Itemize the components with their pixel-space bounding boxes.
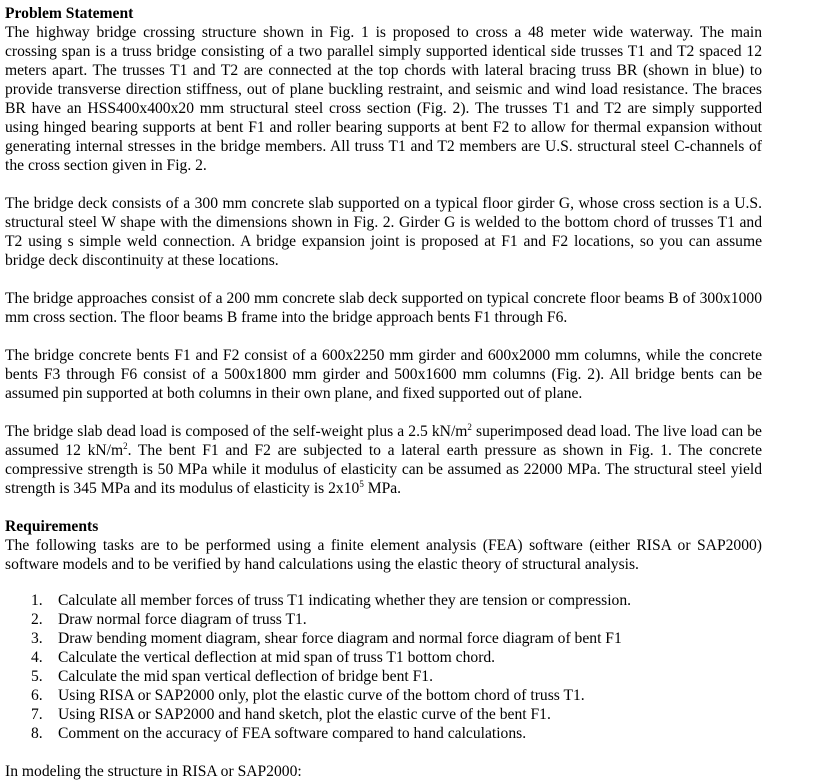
item-text: Using RISA or SAP2000 only, plot the elastic curve of the bottom chord of truss T1. bbox=[58, 687, 585, 704]
item-number: 7. bbox=[31, 706, 43, 723]
list-item bbox=[31, 667, 762, 686]
problem-statement-heading: Problem Statement bbox=[5, 5, 134, 22]
superscript: 2 bbox=[467, 422, 472, 432]
item-text: Draw normal force diagram of truss T1. bbox=[58, 611, 307, 628]
item-number: 5. bbox=[31, 668, 43, 685]
list-item bbox=[31, 610, 762, 629]
item-number: 2. bbox=[31, 611, 43, 628]
item-text: Comment on the accuracy of FEA software compared to hand calculations. bbox=[58, 725, 527, 742]
item-number: 1. bbox=[31, 592, 43, 609]
item-number: 8. bbox=[31, 725, 43, 742]
list-item bbox=[31, 648, 762, 667]
list-item bbox=[31, 591, 762, 610]
requirements-heading: Requirements bbox=[5, 518, 99, 535]
item-number: 3. bbox=[31, 630, 43, 647]
item-number: 6. bbox=[31, 687, 43, 704]
item-text: Calculate the vertical deflection at mid span of truss T1 bottom chord. bbox=[58, 649, 496, 666]
text: The bridge slab dead load is composed of the self-weight plus a 2.5 kN/m bbox=[5, 423, 468, 440]
requirements-intro: The following tasks are to be performed using a finite element analysis (FEA) software (either RISA or SAP2000) software models and to be verified by hand calculations using the elastic theory of structural analysis. bbox=[5, 537, 762, 573]
paragraph-deck: The bridge deck consists of a 300 mm concrete slab supported on a typical floor girder G, whose cross section is a U.S. structural steel W shape with the dimensions shown in Fig. 2. Girder G is welded to the bottom chord of trusses T1 and T2 using s simple weld connection. A bridge expansion joint is proposed at F1 and F2 locations, so you can assume bridge deck discontinuity at these locations. bbox=[5, 195, 762, 269]
text: MPa. bbox=[363, 480, 402, 497]
paragraph-truss: The highway bridge crossing structure shown in Fig. 1 is proposed to cross a 48 meter wide waterway. The main crossing span is a truss bridge consisting of a two parallel simply supported identical side trusses T1 and T2 spaced 12 meters apart. The trusses T1 and T2 are connected at the top chords with lateral bracing truss BR (shown in blue) to provide transverse direction stiffness, out of plane buckling restraint, and seismic and wind load resistance. The braces BR have an HSS400x400x20 mm structural steel cross section (Fig. 2). The trusses T1 and T2 are simply supported using hinged bearing supports at bent F1 and roller bearing supports at bent F2 to allow for thermal expansion without generating internal stresses in the bridge members. All truss T1 and T2 members are U.S. structural steel C-channels of the cross section given in Fig. 2. bbox=[5, 24, 762, 174]
item-text: Calculate all member forces of truss T1 indicating whether they are tension or compression. bbox=[58, 592, 632, 609]
superscript: 5 bbox=[359, 479, 364, 489]
item-text: Draw bending moment diagram, shear force diagram and normal force diagram of bent F1 bbox=[58, 630, 622, 647]
modeling-intro: In modeling the structure in RISA or SAP2000: bbox=[5, 763, 302, 780]
list-item bbox=[31, 724, 762, 743]
text: superimposed dead load. The live load can be assumed 12 kN/m bbox=[5, 423, 762, 459]
text: . The bent F1 and F2 are subjected to a lateral earth pressure as shown in Fig. 1. The concrete compressive strength is 50 MPa while it modulus of elasticity can be assumed as 22000 MPa. The structural steel yield strength is 345 MPa and its modulus of elasticity is 2x10 bbox=[5, 442, 762, 497]
list-item bbox=[31, 686, 762, 705]
document bbox=[5, 4, 762, 781]
list-item bbox=[31, 705, 762, 724]
item-text: Using RISA or SAP2000 and hand sketch, plot the elastic curve of the bent F1. bbox=[58, 706, 551, 723]
paragraph-bents: The bridge concrete bents F1 and F2 consist of a 600x2250 mm girder and 600x2000 mm columns, while the concrete bents F3 through F6 consist of a 500x1800 mm girder and 500x1600 mm columns (Fig. 2). All bridge bents can be assumed pin supported at both columns in their own plane, and fixed supported out of plane. bbox=[5, 347, 762, 402]
item-number: 4. bbox=[31, 649, 43, 666]
item-text: Calculate the mid span vertical deflection of bridge bent F1. bbox=[58, 668, 433, 685]
requirements-list bbox=[5, 591, 762, 743]
list-item bbox=[31, 629, 762, 648]
paragraph-approaches: The bridge approaches consist of a 200 mm concrete slab deck supported on typical concrete floor beams B of 300x1000 mm cross section. The floor beams B frame into the bridge approach bents F1 through F6. bbox=[5, 290, 762, 326]
superscript: 2 bbox=[123, 441, 128, 451]
paragraph-loads bbox=[5, 422, 762, 498]
